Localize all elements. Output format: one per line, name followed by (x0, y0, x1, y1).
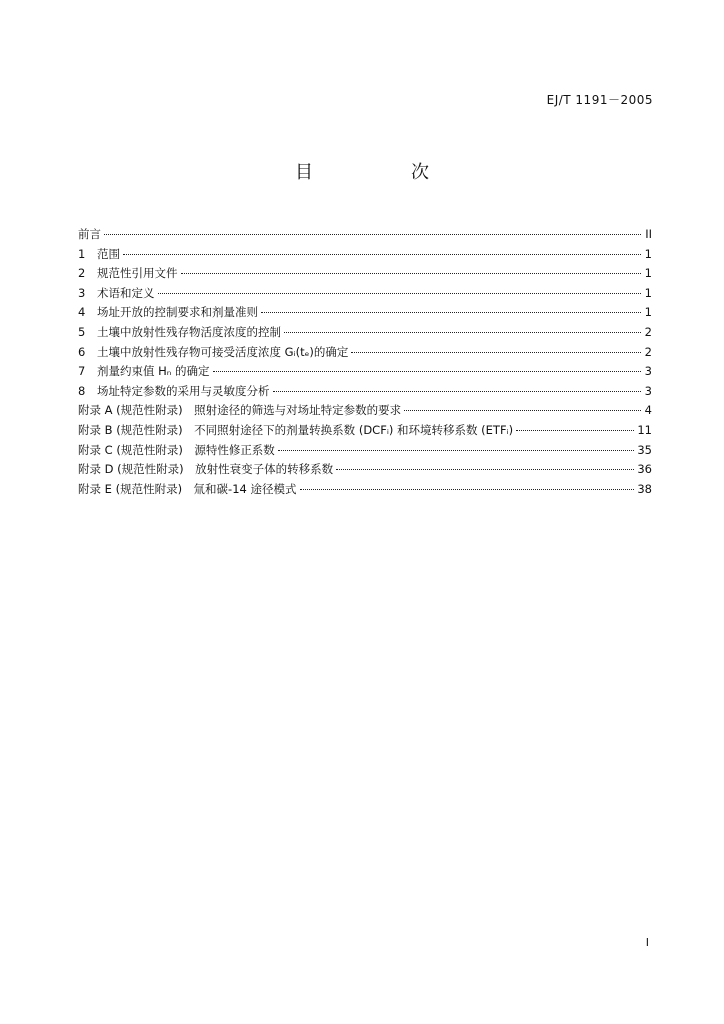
dot-leader (404, 410, 641, 411)
toc-entry[interactable] (78, 285, 652, 305)
toc-entry-label: 规范性引用文件 (97, 266, 178, 281)
toc-entry-label: 附录 A (规范性附录) 照射途径的筛选与对场址特定参数的要求 (78, 403, 402, 418)
toc-entry-number: 5 (78, 324, 86, 339)
dot-leader (261, 312, 641, 313)
toc-entry[interactable] (78, 402, 652, 422)
dot-leader (181, 273, 642, 274)
toc-entry-label: 场址开放的控制要求和剂量准则 (97, 305, 258, 320)
dot-leader (273, 391, 642, 392)
toc-entry-number: 8 (78, 383, 86, 398)
dot-leader (278, 450, 635, 451)
page-title: 目 次 (295, 162, 469, 183)
toc-entry-number: 1 (78, 246, 86, 261)
toc-entry-number: 7 (78, 364, 86, 379)
toc-entry[interactable] (78, 442, 652, 462)
toc-entry-page: 2 (644, 344, 652, 359)
dot-leader (336, 469, 634, 470)
toc-entry-label: 土壤中放射性残存物活度浓度的控制 (97, 324, 281, 339)
dot-leader (351, 352, 641, 353)
toc-entry-number: 2 (78, 266, 86, 281)
dot-leader (213, 371, 641, 372)
toc-entry-page: 3 (644, 364, 652, 379)
dot-leader (104, 234, 641, 235)
toc-entry[interactable] (78, 383, 652, 403)
document-code: EJ/T 1191－2005 (546, 93, 653, 107)
table-of-contents (78, 226, 652, 500)
dot-leader (158, 293, 642, 294)
dot-leader (300, 489, 635, 490)
toc-entry-page: II (645, 227, 652, 241)
toc-entry-page: 4 (644, 403, 652, 418)
toc-entry-label: 剂量约束值 Hₙ 的确定 (97, 364, 210, 379)
toc-entry[interactable] (78, 461, 652, 481)
toc-entry-label: 附录 C (规范性附录) 源特性修正系数 (78, 442, 275, 457)
toc-entry[interactable] (78, 422, 652, 442)
toc-entry-number: 3 (78, 285, 86, 300)
toc-entry-label: 附录 E (规范性附录) 氚和碳-14 途径模式 (78, 481, 297, 496)
toc-entry-label: 场址特定参数的采用与灵敏度分析 (97, 383, 270, 398)
dot-leader (284, 332, 641, 333)
toc-entry-page: 38 (637, 481, 652, 496)
toc-entry-page: 2 (644, 324, 652, 339)
toc-entry-page: 11 (637, 422, 652, 437)
toc-entry-page: 35 (637, 442, 652, 457)
toc-entry[interactable] (78, 481, 652, 501)
toc-entry-label: 附录 D (规范性附录) 放射性衰变子体的转移系数 (78, 462, 334, 477)
page-number: I (645, 936, 649, 949)
toc-entry-label: 范围 (97, 246, 120, 261)
toc-entry-number: 4 (78, 305, 86, 320)
toc-entry-page: 1 (644, 305, 652, 320)
toc-entry-label: 附录 B (规范性附录) 不同照射途径下的剂量转换系数 (DCFᵢ) 和环境转移系数 (ETFᵢ) (78, 422, 514, 437)
dot-leader (516, 430, 634, 431)
toc-entry[interactable] (78, 344, 652, 364)
dot-leader (123, 254, 641, 255)
toc-entry[interactable] (78, 324, 652, 344)
toc-entry[interactable] (78, 265, 652, 285)
toc-entry-label: 前言 (78, 227, 101, 241)
toc-entry[interactable] (78, 304, 652, 324)
toc-entry[interactable] (78, 226, 652, 246)
toc-entry[interactable] (78, 363, 652, 383)
toc-entry-page: 1 (644, 246, 652, 261)
toc-entry-page: 36 (637, 462, 652, 477)
toc-entry-page: 1 (644, 285, 652, 300)
toc-entry-page: 3 (644, 383, 652, 398)
toc-entry-label: 术语和定义 (97, 285, 155, 300)
toc-entry-page: 1 (644, 266, 652, 281)
toc-entry-label: 土壤中放射性残存物可接受活度浓度 Gᵢ(tₑ)的确定 (97, 344, 349, 359)
toc-entry[interactable] (78, 246, 652, 266)
toc-entry-number: 6 (78, 344, 86, 359)
